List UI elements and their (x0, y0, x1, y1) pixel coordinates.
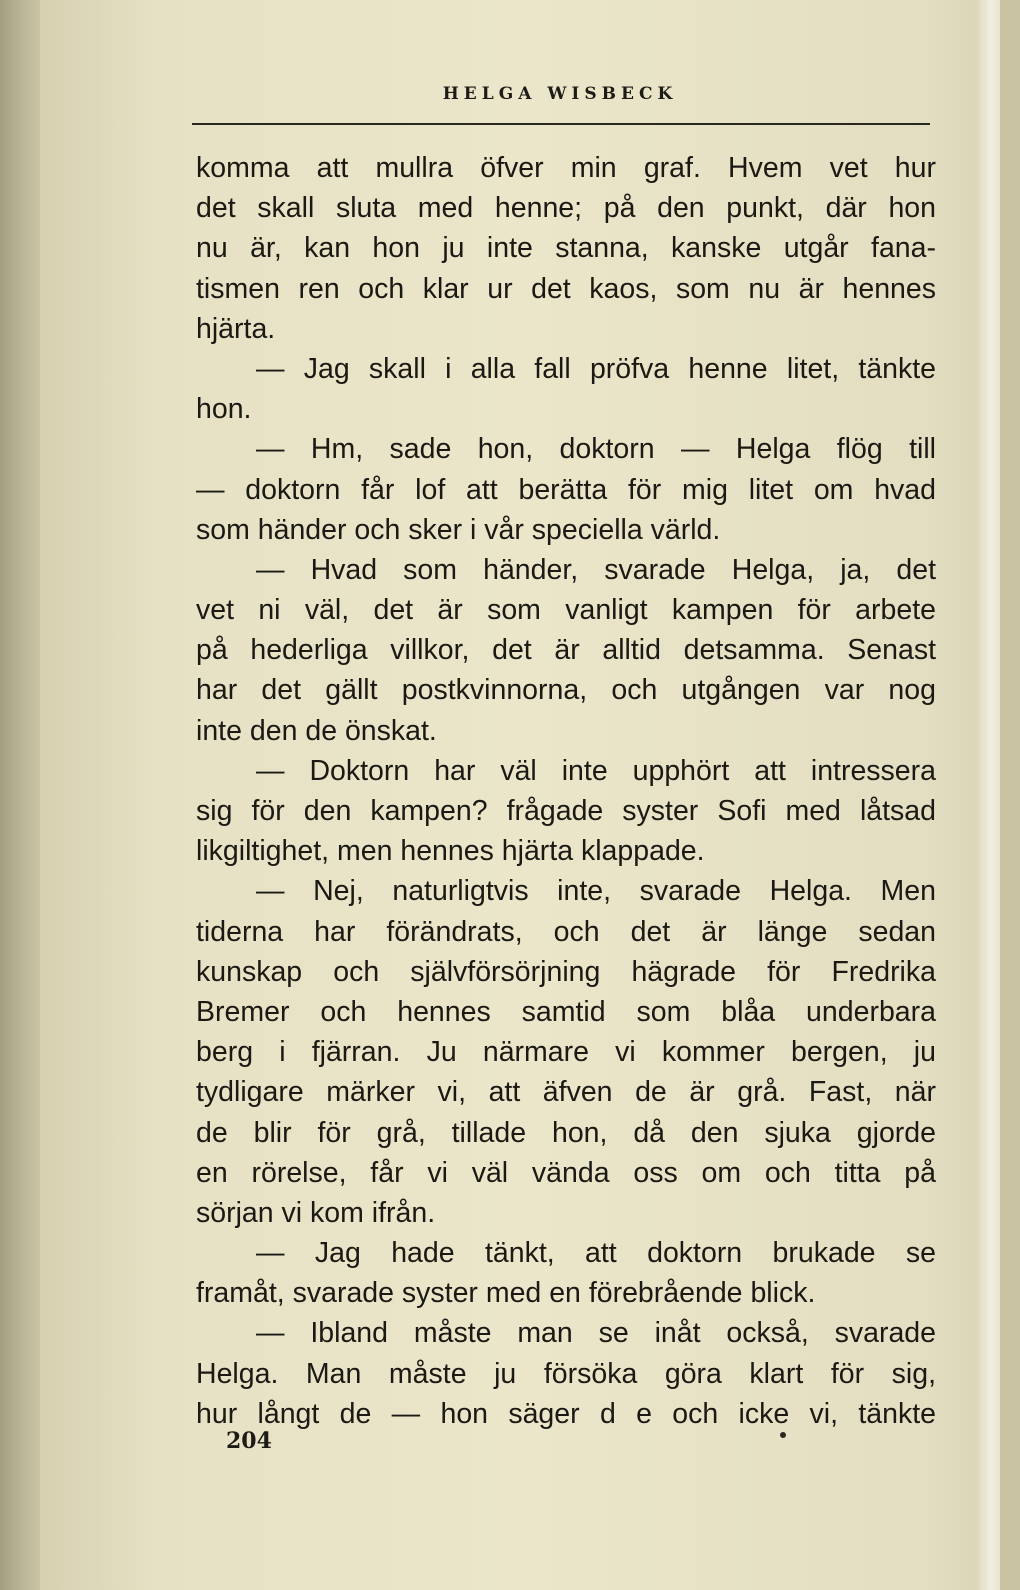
text-line: nu är, kan hon ju inte stanna, kanske utgår fana- (196, 232, 936, 265)
text-line: de blir för grå, tillade hon, då den sjuka gjorde (196, 1116, 936, 1149)
text-line: hur långt de — hon säger d e och icke vi, tänkte (196, 1397, 936, 1430)
text-line: — doktorn får lof att berätta för mig litet om hvad (196, 473, 936, 506)
text-line: hon. (196, 393, 252, 426)
text-line: tismen ren och klar ur det kaos, som nu är hennes (196, 272, 936, 305)
text-line: inte den de önskat. (196, 714, 437, 747)
text-line: likgiltighet, men hennes hjärta klappade. (196, 835, 705, 868)
text-line: tydligare märker vi, att äfven de är grå. Fast, när (196, 1076, 936, 1109)
text-line: — Jag skall i alla fall pröfva henne litet, tänkte (256, 352, 936, 385)
text-line: en rörelse, får vi väl vända oss om och titta på (196, 1156, 936, 1189)
running-head: HELGA WISBECK (442, 84, 678, 104)
header-rule (192, 123, 930, 125)
page-edge (976, 0, 1000, 1590)
text-line: vet ni väl, det är som vanligt kampen för arbete (196, 594, 936, 627)
text-line: sörjan vi kom ifrån. (196, 1196, 436, 1229)
text-line: tiderna har förändrats, och det är länge sedan (196, 915, 936, 948)
text-line: framåt, svarade syster med en förebrående blick. (196, 1277, 816, 1310)
page-number: 204 (226, 1428, 272, 1454)
text-line: — Hvad som händer, svarade Helga, ja, det (256, 553, 936, 586)
body-text (196, 148, 936, 1434)
text-line: hjärta. (196, 312, 276, 345)
text-line: — Jag hade tänkt, att doktorn brukade se (256, 1237, 936, 1270)
text-line: komma att mullra öfver min graf. Hvem vet hur (196, 152, 936, 184)
text-line: — Doktorn har väl inte upphört att intressera (256, 754, 936, 787)
text-line: — Hm, sade hon, doktorn — Helga flög till (256, 433, 936, 466)
text-line: berg i fjärran. Ju närmare vi kommer bergen, ju (196, 1036, 936, 1069)
text-line: som händer och sker i vår speciella värld. (196, 513, 721, 546)
text-line: på hederliga villkor, det är alltid detsamma. Senast (196, 634, 936, 667)
text-line: Bremer och hennes samtid som blåa underbara (196, 995, 936, 1028)
text-line: Helga. Man måste ju försöka göra klart för sig, (196, 1357, 936, 1390)
text-line: det skall sluta med henne; på den punkt, där hon (196, 192, 936, 225)
text-line: — Nej, naturligtvis inte, svarade Helga. Men (256, 875, 936, 908)
text-line: — Ibland måste man se inåt också, svarade (256, 1317, 936, 1350)
text-line: sig för den kampen? frågade syster Sofi med låtsad (196, 795, 936, 827)
ink-speck (780, 1432, 786, 1438)
text-line: har det gällt postkvinnorna, och utgången var nog (196, 674, 936, 707)
text-line: kunskap och självförsörjning hägrade för Fredrika (196, 955, 936, 988)
